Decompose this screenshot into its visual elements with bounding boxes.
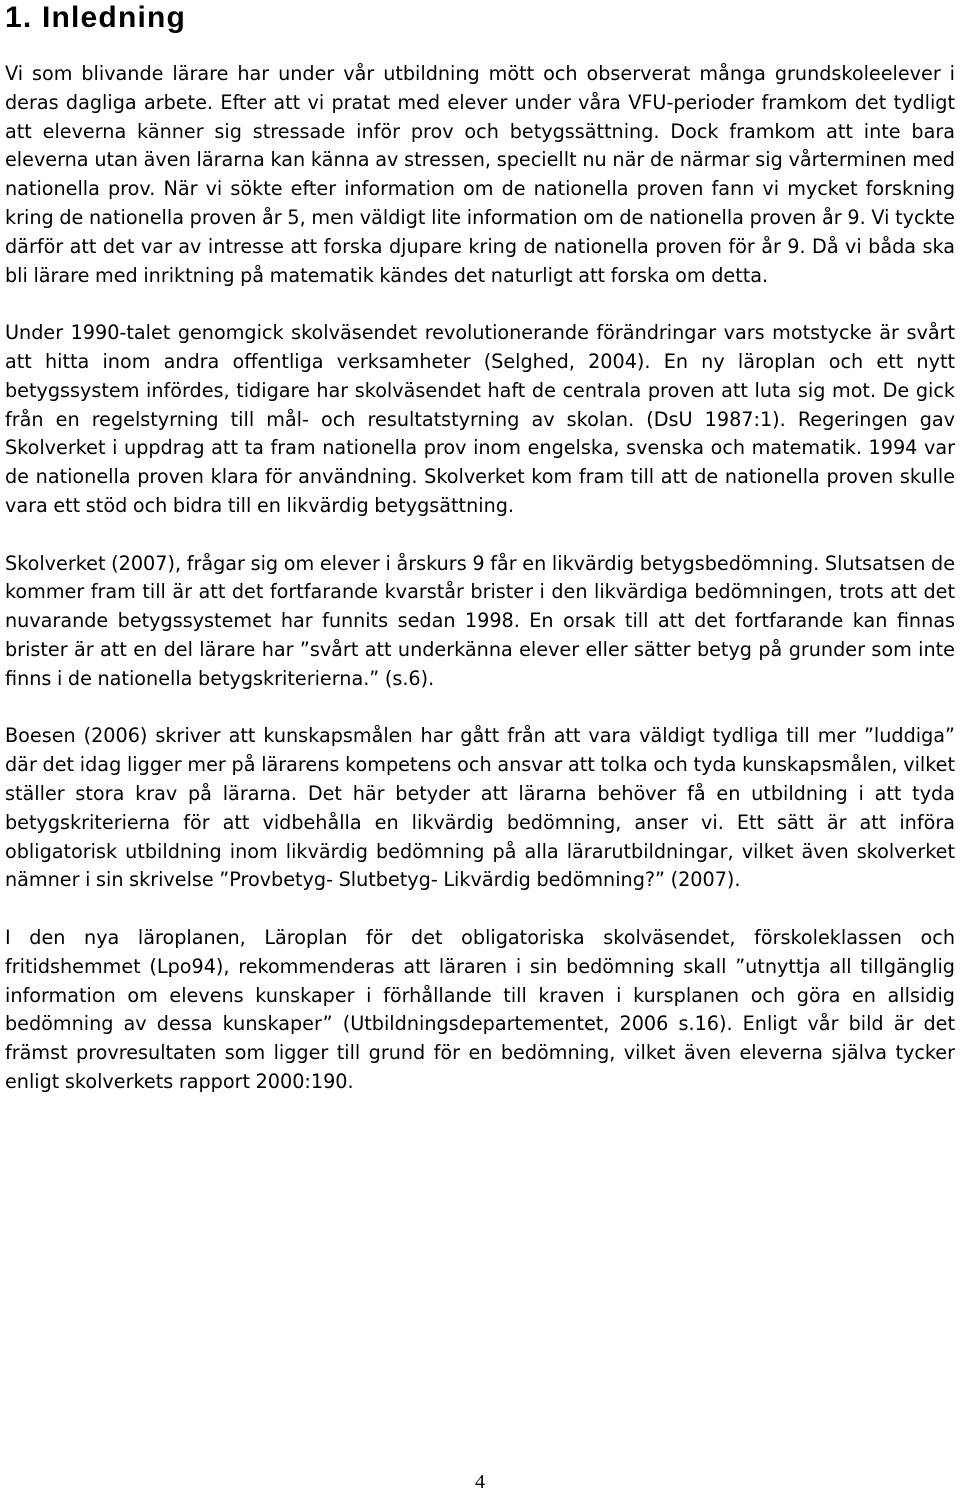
document-page (5, 0, 955, 1125)
paragraph-4: Boesen (2006) skriver att kunskapsmålen har gått från att vara väldigt tydliga till mer ”luddiga” där det idag ligger mer på lärarens kompetens och ansvar att tolka och tyda kunskapsmålen, vilket ställer stora krav på lärarna. Det här betyder att lärarna behöver få en utbildning i att tyda betygskriterierna för att vidbehålla en likvärdig bedömning, anser vi. Ett sätt är att införa obligatorisk utbildning inom likvärdig bedömning på alla lärarutbildningar, vilket även skolverket nämner i sin skrivelse ”Provbetyg- Slutbetyg- Likvärdig bedömning?” (2007). (5, 724, 955, 892)
body-text (5, 60, 955, 1097)
paragraph-5: I den nya läroplanen, Läroplan för det obligatoriska skolväsendet, förskoleklassen och fritidshemmet (Lpo94), rekommenderas att läraren i sin bedömning skall ”utnyttja all tillgänglig information om elevens kunskaper i förhållande till kraven i kursplanen och göra en allsidig bedömning av dessa kunskaper” (Utbildningsdepartementet, 2006 s.16). Enligt vår bild är det främst provresultaten som ligger till grund för en bedömning, vilket även eleverna själva tycker enligt skolverkets rapport 2000:190. (5, 925, 955, 1093)
paragraph-1: Vi som blivande lärare har under vår utbildning mött och observerat många grundskoleelever i deras dagliga arbete. Efter att vi pratat med elever under våra VFU-perioder framkom det tydligt att eleverna känner sig stressade inför prov och betygssättning. Dock framkom att inte bara eleverna utan även lärarna kan känna av stressen, speciellt nu när de närmar sig vårterminen med nationella prov. När vi sökte efter information om de nationella proven fann vi mycket forskning kring de nationella proven år 5, men väldigt lite information om de nationella proven år 9. Vi tyckte därför att det var av intresse att forska djupare kring de nationella proven för år 9. Då vi båda ska bli lärare med inriktning på matematik kändes det naturligt att forska om detta. (5, 62, 955, 287)
page-number: 4 (475, 1471, 485, 1493)
paragraph-2: Under 1990-talet genomgick skolväsendet revolutionerande förändringar vars motstycke är svårt att hitta inom andra offentliga verksamheter (Selghed, 2004). En ny läroplan och ett nytt betygssystem infördes, tidigare har skolväsendet haft de centrala proven att luta sig mot. De gick från en regelstyrning till mål- och resultatstyrning av skolan. (DsU 1987:1). Regeringen gav Skolverket i uppdrag att ta fram nationella prov inom engelska, svenska och matematik. 1994 var de nationella proven klara för användning. Skolverket kom fram till att de nationella proven skulle vara ett stöd och bidra till en likvärdig betygsättning. (5, 321, 955, 517)
section-heading: 1. Inledning (5, 1, 187, 34)
paragraph-3: Skolverket (2007), frågar sig om elever i årskurs 9 får en likvärdig betygsbedömning. Slutsatsen de kommer fram till är att det fortfarande kvarstår brister i den likvärdiga bedömningen, trots att det nuvarande betygssystemet har funnits sedan 1998. En orsak till att det fortfarande kan finnas brister är att en del lärare har ”svårt att underkänna elever eller sätter betyg på grunder som inte finns i de nationella betygskriterierna.” (s.6). (5, 551, 955, 690)
